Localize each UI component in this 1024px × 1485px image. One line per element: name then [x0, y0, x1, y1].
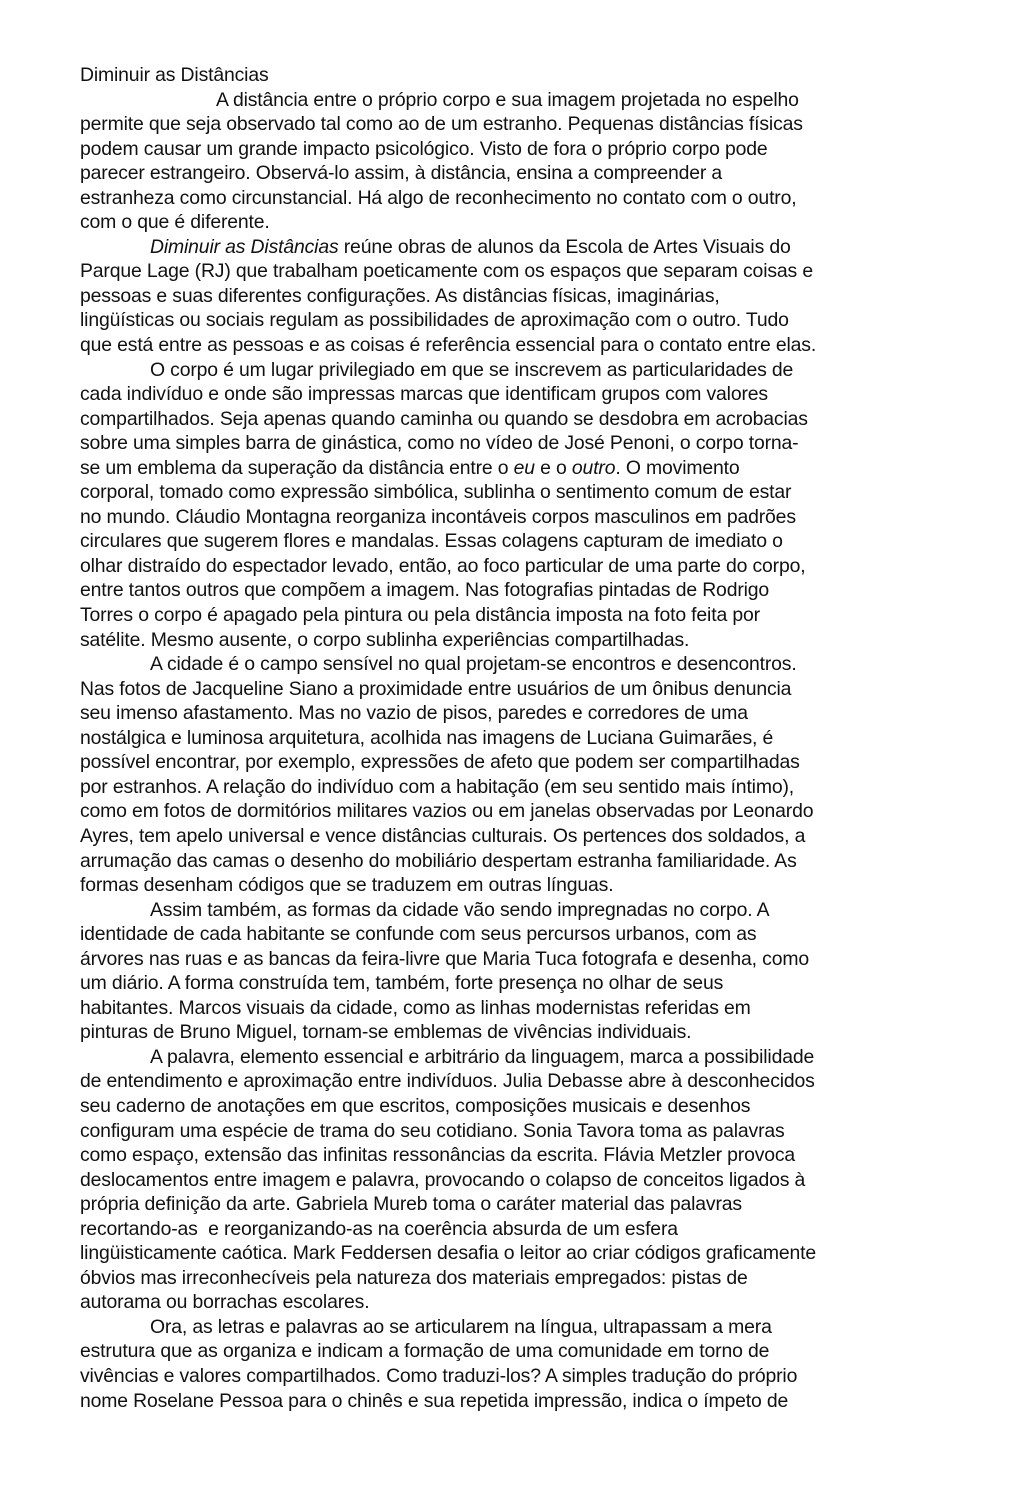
paragraph-word — [80, 1045, 920, 1315]
text-line: árvores nas ruas e as bancas da feira-livre que Maria Tuca fotografa e desenha, como — [80, 947, 809, 970]
text-line: permite que seja observado tal como ao de um estranho. Pequenas distâncias físicas — [80, 113, 803, 136]
text-line: seu caderno de anotações em que escritos, composições musicais e desenhos — [80, 1094, 751, 1117]
text-fragment: se um emblema da superação da distância entre o — [80, 456, 514, 479]
text-line: por estranhos. A relação do indivíduo com a habitação (em seu sentido mais íntimo), — [80, 775, 795, 798]
text-line: O corpo é um lugar privilegiado em que se inscrevem as particularidades de — [150, 358, 794, 381]
text-line: nome Roselane Pessoa para o chinês e sua repetida impressão, indica o ímpeto de — [80, 1389, 789, 1412]
text-line: um diário. A forma construída tem, também, forte presença no olhar de seus — [80, 972, 724, 995]
text-line: como em fotos de dormitórios militares vazios ou em janelas observadas por Leonardo — [80, 800, 814, 823]
text-line: cada indivíduo e onde são impressas marcas que identificam grupos com valores — [80, 383, 768, 406]
text-line — [80, 456, 920, 481]
paragraph-intro — [80, 88, 920, 235]
paragraph-language — [80, 1315, 920, 1413]
text-line: própria definição da arte. Gabriela Mureb toma o caráter material das palavras — [80, 1193, 742, 1216]
text-line: com o que é diferente. — [80, 211, 270, 234]
text-line: Ora, as letras e palavras ao se articularem na língua, ultrapassam a mera — [150, 1315, 772, 1338]
text-line: sobre uma simples barra de ginástica, como no vídeo de José Penoni, o corpo torna- — [80, 432, 799, 455]
text-line: autorama ou borrachas escolares. — [80, 1291, 370, 1314]
text-line: habitantes. Marcos visuais da cidade, como as linhas modernistas referidas em — [80, 996, 751, 1019]
paragraph-body — [80, 358, 920, 653]
text-line: Parque Lage (RJ) que trabalham poeticamente com os espaços que separam coisas e — [80, 260, 813, 283]
text-line: circulares que sugerem flores e mandalas. Essas colagens capturam de imediato o — [80, 530, 783, 553]
text-line: seu imenso afastamento. Mas no vazio de pisos, paredes e corredores de uma — [80, 702, 748, 725]
text-line: recortando-as e reorganizando-as na coerência absurda de um esfera — [80, 1217, 678, 1240]
document-page — [80, 63, 920, 1413]
text-line: possível encontrar, por exemplo, expressões de afeto que podem ser compartilhadas — [80, 751, 800, 774]
text-line: que está entre as pessoas e as coisas é referência essencial para o contato entre elas. — [80, 334, 817, 357]
text-fragment: reúne obras de alunos da Escola de Artes Visuais do — [338, 235, 791, 258]
text-line: como espaço, extensão das infinitas ressonâncias da escrita. Flávia Metzler provoca — [80, 1144, 796, 1167]
text-line: satélite. Mesmo ausente, o corpo sublinha experiências compartilhadas. — [80, 628, 690, 651]
text-line: vivências e valores compartilhados. Como traduzi-los? A simples tradução do próprio — [80, 1364, 798, 1387]
text-line: parecer estrangeiro. Observá-lo assim, à distância, ensina a compreender a — [80, 162, 723, 185]
text-line: olhar distraído do espectador levado, então, ao foco particular de uma parte do corpo, — [80, 554, 806, 577]
text-line: estranheza como circunstancial. Há algo de reconhecimento no contato com o outro, — [80, 186, 797, 209]
text-line: estrutura que as organiza e indicam a formação de uma comunidade em torno de — [80, 1340, 770, 1363]
paragraph-city — [80, 652, 920, 897]
text-line — [80, 235, 920, 260]
text-line: pessoas e suas diferentes configurações. As distâncias físicas, imaginárias, — [80, 284, 720, 307]
text-line: A cidade é o campo sensível no qual projetam-se encontros e desencontros. — [150, 653, 797, 676]
text-line: Torres o corpo é apagado pela pintura ou pela distância imposta na foto feita por — [80, 604, 760, 627]
text-line: Nas fotos de Jacqueline Siano a proximidade entre usuários de um ônibus denuncia — [80, 677, 792, 700]
text-line: pinturas de Bruno Miguel, tornam-se emblemas de vivências individuais. — [80, 1021, 692, 1044]
text-line: no mundo. Cláudio Montagna reorganiza incontáveis corpos masculinos em padrões — [80, 505, 796, 528]
text-line: de entendimento e aproximação entre indivíduos. Julia Debasse abre à desconhecidos — [80, 1070, 815, 1093]
text-line: arrumação das camas o desenho do mobiliário despertam estranha familiaridade. As — [80, 849, 797, 872]
italic-outro: outro — [571, 456, 616, 479]
paragraph-exhibition — [80, 235, 920, 358]
text-line: entre tantos outros que compõem a imagem. Nas fotografias pintadas de Rodrigo — [80, 579, 770, 602]
text-line: corporal, tomado como expressão simbólica, sublinha o sentimento comum de estar — [80, 481, 792, 504]
text-fragment: . O movimento — [615, 456, 740, 479]
text-line: formas desenham códigos que se traduzem em outras línguas. — [80, 874, 614, 897]
text-line: identidade de cada habitante se confunde com seus percursos urbanos, com as — [80, 923, 757, 946]
text-line: A distância entre o próprio corpo e sua imagem projetada no espelho — [216, 88, 799, 111]
text-line: óbvios mas irreconhecíveis pela natureza dos materiais empregados: pistas de — [80, 1266, 748, 1289]
italic-eu: eu — [513, 456, 535, 479]
text-line: A palavra, elemento essencial e arbitrário da linguagem, marca a possibilidade — [150, 1045, 815, 1068]
text-line: configuram uma espécie de trama do seu cotidiano. Sonia Tavora toma as palavras — [80, 1119, 785, 1142]
document-title: Diminuir as Distâncias — [80, 64, 269, 86]
text-line: podem causar um grande impacto psicológico. Visto de fora o próprio corpo pode — [80, 137, 768, 160]
paragraph-city-forms — [80, 898, 920, 1045]
text-line: nostálgica e luminosa arquitetura, acolhida nas imagens de Luciana Guimarães, é — [80, 726, 774, 749]
exhibition-title-italic: Diminuir as Distâncias — [150, 235, 339, 258]
text-line: Assim também, as formas da cidade vão sendo impregnadas no corpo. A — [150, 898, 770, 921]
text-line: Ayres, tem apelo universal e vence distâncias culturais. Os pertences dos soldados, a — [80, 824, 806, 847]
text-line: compartilhados. Seja apenas quando caminha ou quando se desdobra em acrobacias — [80, 407, 808, 430]
text-line: lingüísticas ou sociais regulam as possibilidades de aproximação com o outro. Tudo — [80, 309, 789, 332]
text-fragment: e o — [534, 456, 572, 479]
text-line: lingüisticamente caótica. Mark Feddersen desafia o leitor ao criar códigos graficamente — [80, 1242, 817, 1265]
text-line: deslocamentos entre imagem e palavra, provocando o colapso de conceitos ligados à — [80, 1168, 806, 1191]
